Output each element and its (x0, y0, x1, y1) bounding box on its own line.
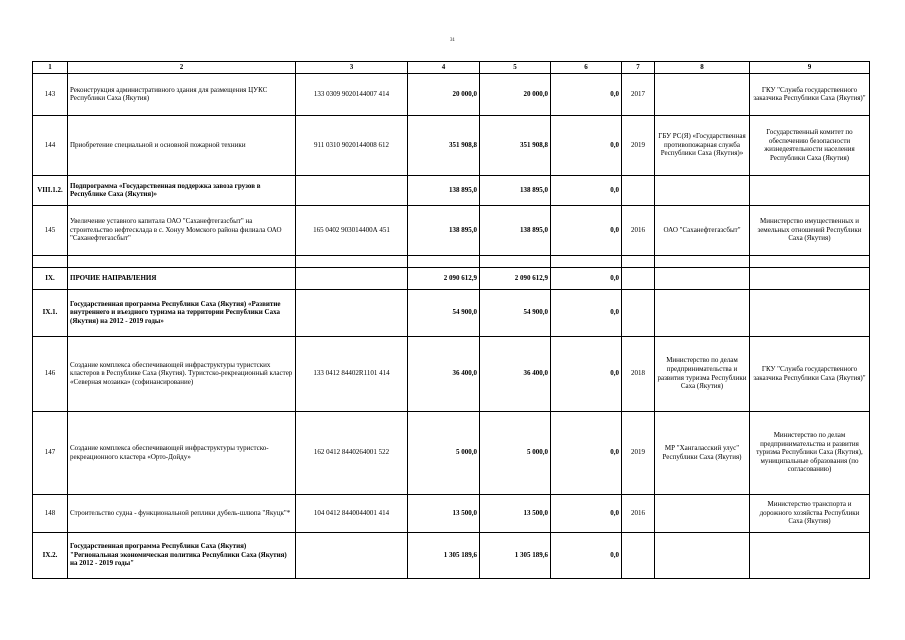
year: 2018 (622, 336, 655, 411)
col-header-6: 6 (551, 62, 622, 74)
year: 2019 (622, 411, 655, 494)
amount-col5: 351 908,8 (480, 115, 551, 175)
section-number: VIII.1.2. (33, 175, 68, 205)
section-number: IX.1. (33, 289, 68, 336)
amount-col6: 0,0 (551, 336, 622, 411)
amount-col4: 5 000,0 (408, 411, 480, 494)
amount-col5: 13 500,0 (480, 494, 551, 532)
table-row (33, 205, 870, 255)
amount-col6: 0,0 (551, 175, 622, 205)
amount-col6: 0,0 (551, 494, 622, 532)
year: 2017 (622, 73, 655, 115)
amount-col6: 0,0 (551, 267, 622, 289)
object-name: Реконструкция административного здания для размещения ЦУКС Республики Саха (Якутия) (68, 73, 296, 115)
table-row (33, 411, 870, 494)
col-header-3: 3 (296, 62, 408, 74)
table-row (33, 115, 870, 175)
section-number: IX.2. (33, 532, 68, 578)
customer (750, 289, 870, 336)
executor (655, 289, 750, 336)
page-number: 31 (450, 38, 455, 43)
customer: Министерство транспорта и дорожного хозяйства Республики Саха (Якутия) (750, 494, 870, 532)
column-header-row (33, 62, 870, 74)
budget-code: 133 0309 9020144007 414 (296, 73, 408, 115)
object-name: Увеличение уставного капитала ОАО "Саханефтегазсбыт" на строительство нефтесклада в с. Хонуу Момского района филиала ОАО "Саханефтегазсбыт" (68, 205, 296, 255)
budget-code: 911 0310 9020144008 612 (296, 115, 408, 175)
amount-col6: 0,0 (551, 411, 622, 494)
amount-col4: 2 090 612,9 (408, 267, 480, 289)
executor: ОАО "Саханефтегазсбыт" (655, 205, 750, 255)
row-number: 147 (33, 411, 68, 494)
col-header-7: 7 (622, 62, 655, 74)
amount-col6: 0,0 (551, 73, 622, 115)
customer: ГКУ "Служба государственного заказчика Республики Саха (Якутия)" (750, 336, 870, 411)
row-number: 148 (33, 494, 68, 532)
year (622, 175, 655, 205)
col-header-4: 4 (408, 62, 480, 74)
table-row (33, 336, 870, 411)
amount-col5: 36 400,0 (480, 336, 551, 411)
year (622, 532, 655, 578)
object-name: Создание комплекса обеспечивающей инфраструктуры туристско-рекреационного кластера «Орто-Дойду» (68, 411, 296, 494)
amount-col5: 20 000,0 (480, 73, 551, 115)
row-number: 146 (33, 336, 68, 411)
program-row (33, 532, 870, 578)
amount-col6: 0,0 (551, 532, 622, 578)
executor (655, 267, 750, 289)
amount-col6: 0,0 (551, 289, 622, 336)
customer: Государственный комитет по обеспечению безопасности жизнедеятельности населения Республики Саха (Якутия) (750, 115, 870, 175)
amount-col4: 138 895,0 (408, 175, 480, 205)
amount-col5: 138 895,0 (480, 205, 551, 255)
customer: ГКУ "Служба государственного заказчика Республики Саха (Якутия)" (750, 73, 870, 115)
amount-col4: 20 000,0 (408, 73, 480, 115)
section-row (33, 267, 870, 289)
amount-col5: 2 090 612,9 (480, 267, 551, 289)
row-number: 143 (33, 73, 68, 115)
program-row (33, 289, 870, 336)
amount-col4: 36 400,0 (408, 336, 480, 411)
subprogram-row (33, 175, 870, 205)
amount-col6: 0,0 (551, 205, 622, 255)
section-number: IX. (33, 267, 68, 289)
amount-col6: 0,0 (551, 115, 622, 175)
budget-code: 165 0402 903014400А 451 (296, 205, 408, 255)
investment-program-table (32, 61, 870, 579)
budget-code: 104 0412 8440044001 414 (296, 494, 408, 532)
executor (655, 532, 750, 578)
budget-code (296, 532, 408, 578)
amount-col4: 1 305 189,6 (408, 532, 480, 578)
budget-code (296, 175, 408, 205)
col-header-2: 2 (68, 62, 296, 74)
object-name: Создание комплекса обеспечивающей инфраструктуры туристских кластеров в Республике Саха (Якутия). Туристско-рекреационный кластер «Северная мозаика» (софинансирование) (68, 336, 296, 411)
program-title: Государственная программа Республики Саха (Якутия) "Региональная экономическая политика Республики Саха (Якутия) на 2012 - 2019 годы" (68, 532, 296, 578)
executor (655, 73, 750, 115)
col-header-1: 1 (33, 62, 68, 74)
budget-code: 162 0412 8440264001 522 (296, 411, 408, 494)
executor: Министерство по делам предпринимательства и развития туризма Республики Саха (Якутия) (655, 336, 750, 411)
col-header-8: 8 (655, 62, 750, 74)
amount-col5: 1 305 189,6 (480, 532, 551, 578)
amount-col5: 5 000,0 (480, 411, 551, 494)
executor: МР "Хангаласский улус" Республики Саха (Якутия) (655, 411, 750, 494)
budget-code: 133 0412 84402R1101 414 (296, 336, 408, 411)
section-title: ПРОЧИЕ НАПРАВЛЕНИЯ (68, 267, 296, 289)
customer (750, 175, 870, 205)
budget-code (296, 289, 408, 336)
object-name: Строительство судна - функциональной реплики дубель-шлюпа "Якуцк"* (68, 494, 296, 532)
year (622, 267, 655, 289)
subprogram-title: Подпрограмма «Государственная поддержка завоза грузов в Республике Саха (Якутия)» (68, 175, 296, 205)
amount-col5: 138 895,0 (480, 175, 551, 205)
amount-col4: 138 895,0 (408, 205, 480, 255)
customer (750, 532, 870, 578)
customer (750, 267, 870, 289)
col-header-5: 5 (480, 62, 551, 74)
year: 2016 (622, 494, 655, 532)
row-number: 145 (33, 205, 68, 255)
customer: Министерство имущественных и земельных отношений Республики Саха (Якутия) (750, 205, 870, 255)
amount-col4: 54 900,0 (408, 289, 480, 336)
executor: ГБУ РС(Я) «Государственная противопожарная служба Республики Саха (Якутия)» (655, 115, 750, 175)
row-number: 144 (33, 115, 68, 175)
program-title: Государственная программа Республики Саха (Якутия) «Развитие внутреннего и въездного туризма на территории Республики Саха (Якутия) на 2012 - 2019 годы» (68, 289, 296, 336)
col-header-9: 9 (750, 62, 870, 74)
executor (655, 175, 750, 205)
year: 2016 (622, 205, 655, 255)
amount-col4: 13 500,0 (408, 494, 480, 532)
amount-col5: 54 900,0 (480, 289, 551, 336)
object-name: Приобретение специальной и основной пожарной техники (68, 115, 296, 175)
spacer-row (33, 255, 870, 267)
budget-code (296, 267, 408, 289)
year: 2019 (622, 115, 655, 175)
customer: Министерство по делам предпринимательства и развития туризма Республики Саха (Якутия), муниципальные образования (по согласованию) (750, 411, 870, 494)
table-row (33, 494, 870, 532)
executor (655, 494, 750, 532)
amount-col4: 351 908,8 (408, 115, 480, 175)
year (622, 289, 655, 336)
table-row (33, 73, 870, 115)
